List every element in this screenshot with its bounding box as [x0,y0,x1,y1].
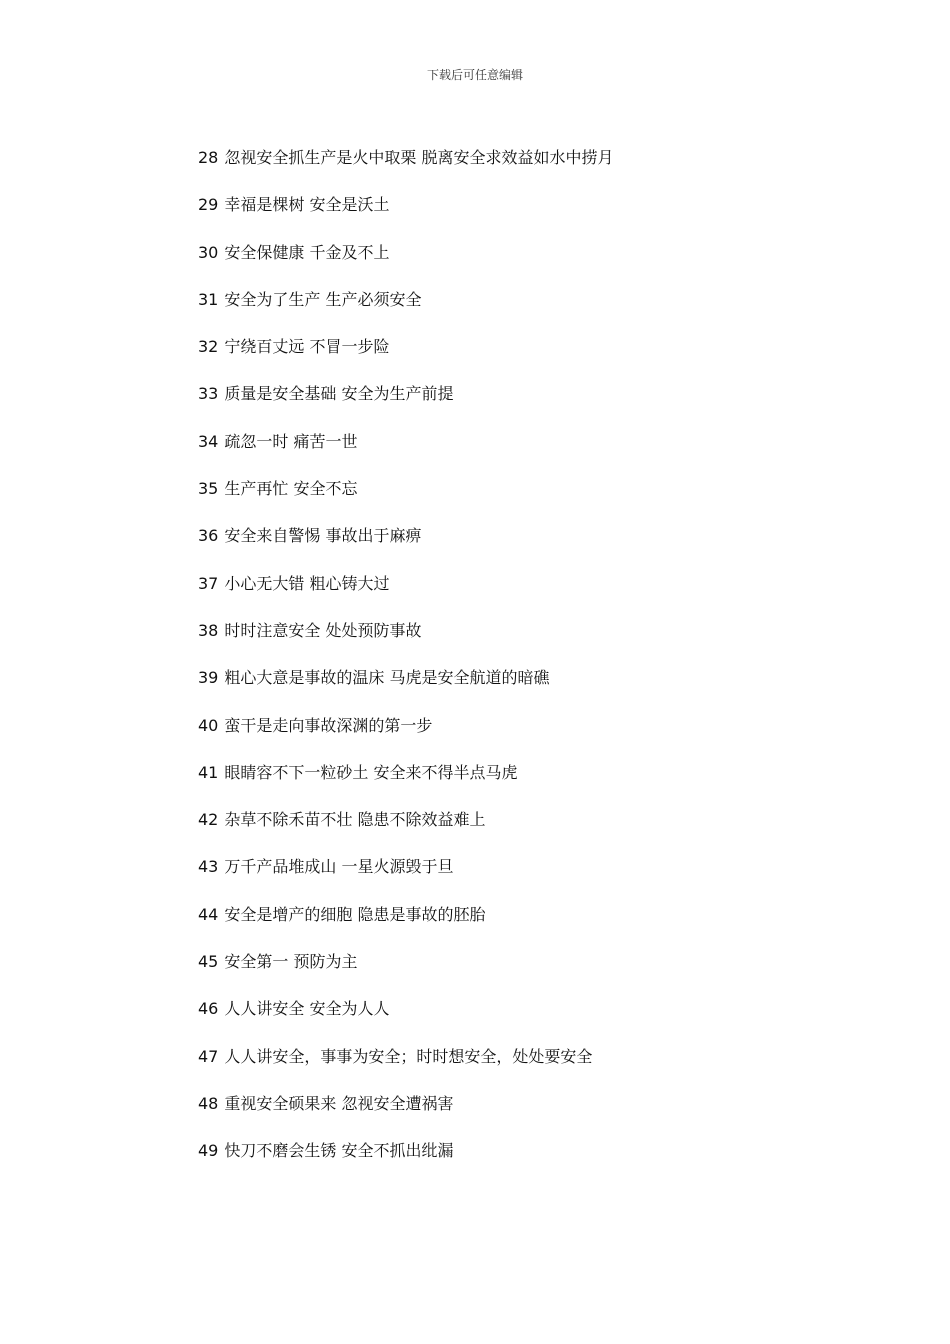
item-text: 人人讲安全，事事为安全；时时想安全，处处要安全 [224,1046,593,1066]
list-item [198,759,613,806]
item-text: 忽视安全抓生产是火中取栗 脱离安全求效益如水中捞月 [224,148,614,167]
item-number: 30 [198,242,219,262]
item-text: 小心无大错 粗心铸大过 [224,573,390,593]
item-number: 35 [198,479,219,499]
item-number: 31 [198,289,219,309]
list-item [198,380,613,427]
list-item [198,570,613,617]
item-number: 36 [198,526,219,546]
list-item [198,1043,613,1090]
list-item [198,664,613,711]
item-text: 幸福是棵树 安全是沃土 [224,195,390,215]
item-text: 万千产品堆成山 一星火源毁于旦 [224,857,454,877]
list-item [198,1137,613,1184]
item-text: 安全保健康 千金及不上 [224,242,390,262]
item-text: 时时注意安全 处处预防事故 [224,620,422,640]
item-text: 快刀不磨会生锈 安全不抓出纰漏 [224,1141,454,1161]
item-text: 眼睛容不下一粒砂土 安全来不得半点马虎 [224,762,518,782]
list-item [198,806,613,853]
list-item [198,853,613,900]
item-number: 34 [198,431,219,451]
item-number: 29 [198,195,219,215]
item-number: 32 [198,337,219,357]
item-number: 28 [198,148,219,167]
list-item [198,712,613,759]
item-text: 粗心大意是事故的温床 马虎是安全航道的暗礁 [224,668,550,688]
item-text: 安全是增产的细胞 隐患是事故的胚胎 [224,904,486,924]
item-text: 疏忽一时 痛苦一世 [224,431,358,451]
item-number: 33 [198,384,219,404]
item-number: 45 [198,952,219,972]
item-number: 48 [198,1093,219,1113]
list-item [198,239,613,286]
list-item [198,948,613,995]
item-number: 42 [198,810,219,830]
list-item [198,286,613,333]
item-text: 蛮干是走向事故深渊的第一步 [224,715,433,735]
list-item [198,995,613,1042]
list-item [198,901,613,948]
item-text: 人人讲安全 安全为人人 [224,999,390,1019]
header-note: 下载后可任意编辑 [426,68,523,82]
list-item [198,475,613,522]
item-text: 重视安全硕果来 忽视安全遭祸害 [224,1093,454,1113]
item-text: 杂草不除禾苗不壮 隐患不除效益难上 [224,810,486,830]
item-number: 41 [198,762,219,782]
list-item [198,1090,613,1137]
item-number: 39 [198,668,219,688]
item-text: 质量是安全基础 安全为生产前提 [224,384,454,404]
item-number: 46 [198,999,219,1019]
list-item [198,522,613,569]
item-number: 44 [198,904,219,924]
list-item [198,617,613,664]
item-text: 宁绕百丈远 不冒一步险 [224,337,390,357]
item-number: 47 [198,1046,219,1066]
item-number: 38 [198,620,219,640]
list-item [198,333,613,380]
item-number: 49 [198,1141,219,1161]
item-text: 安全第一 预防为主 [224,952,358,972]
list-item [198,191,613,238]
item-text: 安全来自警惕 事故出于麻痹 [224,526,422,546]
list-item [198,428,613,475]
item-number: 40 [198,715,219,735]
item-text: 生产再忙 安全不忘 [224,479,358,499]
item-number: 37 [198,573,219,593]
slogan-list [198,144,613,1185]
item-text: 安全为了生产 生产必须安全 [224,289,422,309]
item-number: 43 [198,857,219,877]
list-item [198,144,613,191]
